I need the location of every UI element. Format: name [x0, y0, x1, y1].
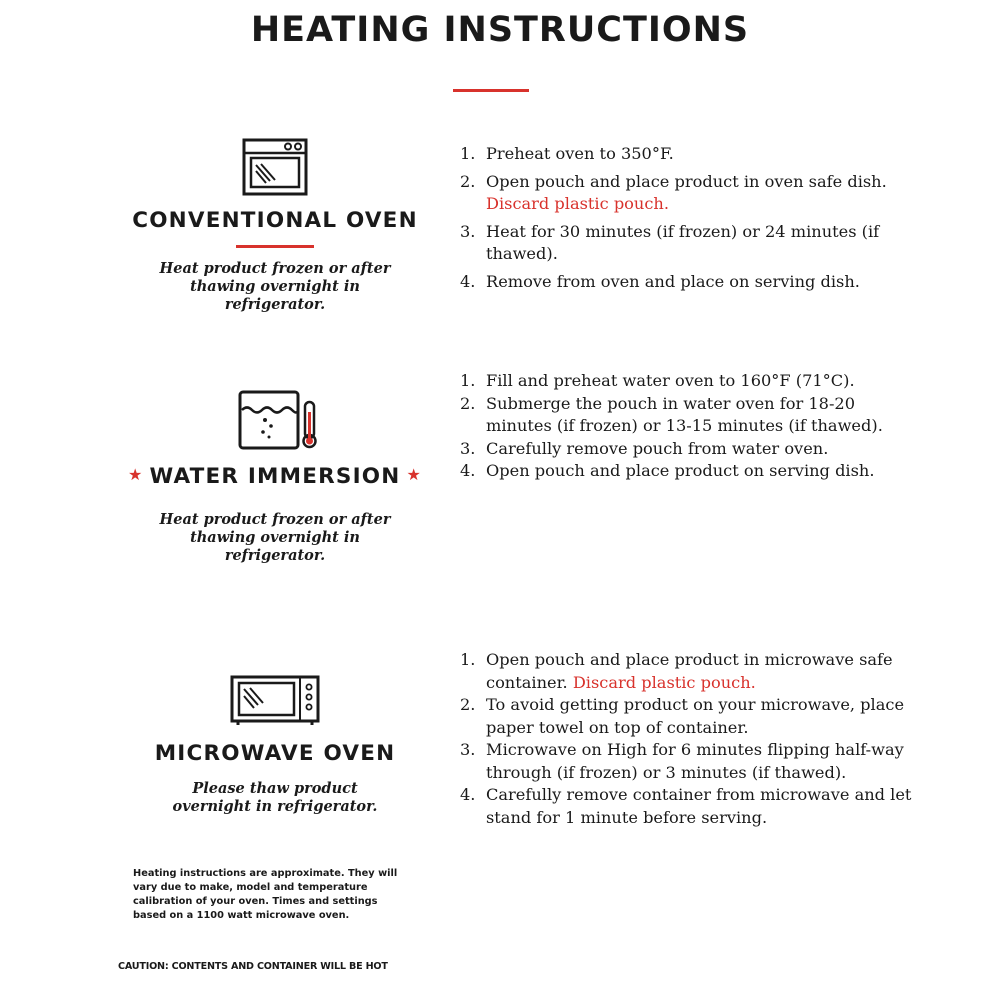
- microwave-oven-steps: [460, 649, 920, 829]
- step-number: 2.: [460, 171, 476, 191]
- step-number: 3.: [460, 221, 476, 241]
- list-item: [460, 271, 920, 294]
- step-text: Remove from oven and place on serving dish.: [486, 271, 860, 291]
- water-immersion-panel: [120, 390, 430, 565]
- section-divider: [236, 245, 314, 248]
- list-item: [460, 784, 920, 829]
- step-text: Open pouch and place product on serving dish.: [486, 461, 875, 480]
- page-title: HEATING INSTRUCTIONS: [250, 10, 750, 50]
- section-note: Please thaw product overnight in refrigerator.: [172, 780, 378, 815]
- water-immersion-steps: [460, 370, 920, 483]
- list-item: [460, 649, 920, 694]
- step-text: Open pouch and place product in microwave safe container.: [486, 650, 893, 692]
- title-divider: [453, 89, 529, 92]
- list-item: [460, 393, 920, 438]
- step-number: 1.: [460, 371, 476, 390]
- step-number: 3.: [460, 740, 476, 759]
- section-note: Heat product frozen or after thawing overnight in refrigerator.: [159, 511, 391, 564]
- discard-warning: Discard plastic pouch.: [572, 672, 756, 692]
- step-text: Submerge the pouch in water oven for 18-20 minutes (if frozen) or 13-15 minutes (if thawed).: [486, 393, 883, 435]
- star-icon: ★: [406, 465, 422, 484]
- microwave-oven-panel: [120, 675, 430, 816]
- step-number: 2.: [460, 393, 476, 413]
- oven-icon: [242, 138, 308, 196]
- section-note: Heat product frozen or after thawing overnight in refrigerator.: [159, 260, 391, 313]
- conventional-oven-steps: [460, 143, 920, 293]
- list-item: [460, 694, 920, 739]
- section-title: CONVENTIONAL OVEN: [132, 208, 418, 233]
- step-text: Heat for 30 minutes (if frozen) or 24 minutes (if thawed).: [486, 221, 880, 263]
- list-item: [460, 739, 920, 784]
- step-number: 2.: [460, 695, 476, 714]
- microwave-icon: [230, 675, 320, 727]
- list-item: [460, 221, 920, 266]
- step-text: Carefully remove pouch from water oven.: [486, 438, 829, 458]
- water-bath-icon: [238, 390, 320, 452]
- step-text: Carefully remove container from microwave and let stand for 1 minute before serving.: [486, 785, 912, 827]
- step-text: Fill and preheat water oven to 160°F (71°C).: [486, 371, 855, 390]
- step-number: 4.: [460, 785, 476, 804]
- list-item: [460, 171, 920, 216]
- step-number: 1.: [460, 650, 476, 669]
- step-text: Microwave on High for 6 minutes flipping half-way through (if frozen) or 3 minutes (if thawed).: [486, 740, 904, 782]
- step-text: To avoid getting product on your microwave, place paper towel on top of container.: [486, 695, 905, 737]
- list-item: [460, 370, 920, 393]
- approximation-disclaimer: Heating instructions are approximate. They will vary due to make, model and temperature calibration of your oven. Times and settings based on a 1100 watt microwave oven.: [133, 868, 398, 921]
- section-title-row: [120, 464, 430, 489]
- caution-notice: CAUTION: CONTENTS AND CONTAINER WILL BE HOT: [118, 961, 388, 972]
- step-number: 4.: [460, 271, 476, 291]
- section-title: WATER IMMERSION: [149, 464, 401, 489]
- list-item: [460, 460, 920, 483]
- list-item: [460, 438, 920, 461]
- conventional-oven-panel: [120, 138, 430, 314]
- step-number: 1.: [460, 144, 476, 163]
- step-number: 4.: [460, 461, 476, 480]
- step-text: Preheat oven to 350°F.: [486, 144, 674, 163]
- star-icon: ★: [128, 465, 144, 484]
- step-text: Open pouch and place product in oven safe dish.: [486, 171, 887, 191]
- list-item: [460, 143, 920, 166]
- section-title: MICROWAVE OVEN: [154, 741, 396, 766]
- discard-warning: Discard plastic pouch.: [486, 194, 669, 213]
- step-number: 3.: [460, 438, 476, 458]
